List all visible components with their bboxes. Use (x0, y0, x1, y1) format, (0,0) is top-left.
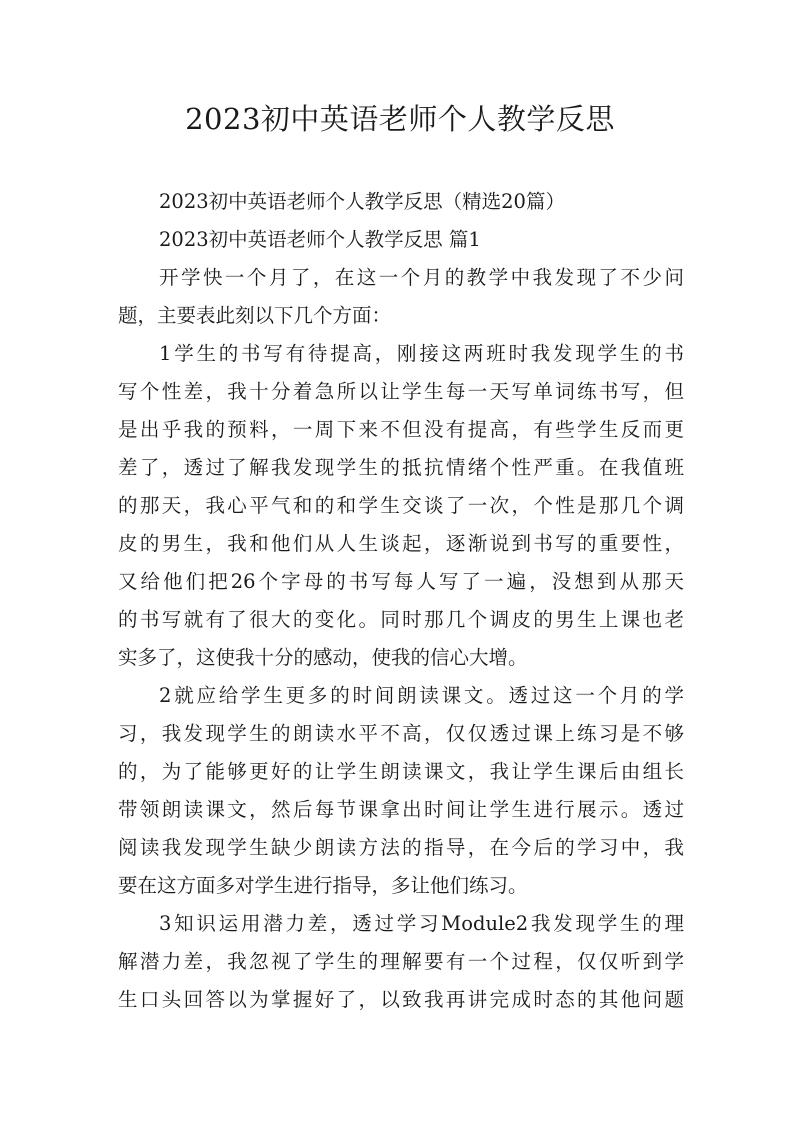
text-line: 生口头回答以为掌握好了，以致我再讲完成时态的其他问题 (118, 988, 684, 1011)
text-line: 带领朗读课文，然后每节课拿出时间让学生进行展示。透过 (118, 798, 684, 821)
text-line: 实多了，这使我十分的感动，使我的信心大增。 (118, 646, 528, 669)
text-line: 皮的男生，我和他们从人生谈起，逐渐说到书写的重要性， (118, 532, 684, 555)
paragraph (118, 905, 684, 1019)
text-line: 阅读我发现学生缺少朗读方法的指导，在今后的学习中，我 (118, 836, 684, 859)
text-line: 题，主要表此刻以下几个方面： (118, 304, 392, 327)
text-line: 是出乎我的预料，一周下来不但没有提高，有些学生反而更 (118, 418, 684, 441)
paragraph (118, 335, 684, 677)
document-title: 2023初中英语老师个人教学反思 (185, 102, 615, 136)
text-line: 开学快一个月了，在这一个月的教学中我发现了不少问 (159, 266, 684, 289)
text-line: 写个性差，我十分着急所以让学生每一天写单词练书写，但 (118, 380, 684, 403)
paragraph (118, 259, 684, 335)
text-line: 的那天，我心平气和的和学生交谈了一次，个性是那几个调 (118, 494, 684, 517)
document-body (118, 183, 684, 1019)
document-subtitle: 2023初中英语老师个人教学反思（精选20篇） (159, 190, 565, 213)
text-line: 1学生的书写有待提高，刚接这两班时我发现学生的书 (159, 342, 684, 365)
section-heading: 2023初中英语老师个人教学反思 篇1 (159, 228, 481, 251)
text-line: 3知识运用潜力差，透过学习Module2我发现学生的理 (159, 912, 684, 935)
text-line: 解潜力差，我忽视了学生的理解要有一个过程，仅仅听到学 (118, 950, 684, 973)
paragraph (118, 677, 684, 905)
text-line: 的，为了能够更好的让学生朗读课文，我让学生课后由组长 (118, 760, 684, 783)
text-line: 差了，透过了解我发现学生的抵抗情绪个性严重。在我值班 (118, 456, 684, 479)
text-line: 又给他们把26个字母的书写每人写了一遍，没想到从那天 (118, 570, 684, 593)
text-line: 要在这方面多对学生进行指导，多让他们练习。 (118, 874, 528, 897)
text-line: 的书写就有了很大的变化。同时那几个调皮的男生上课也老 (118, 608, 684, 631)
text-line: 2就应给学生更多的时间朗读课文。透过这一个月的学 (159, 684, 684, 707)
text-line: 习，我发现学生的朗读水平不高，仅仅透过课上练习是不够 (118, 722, 684, 745)
